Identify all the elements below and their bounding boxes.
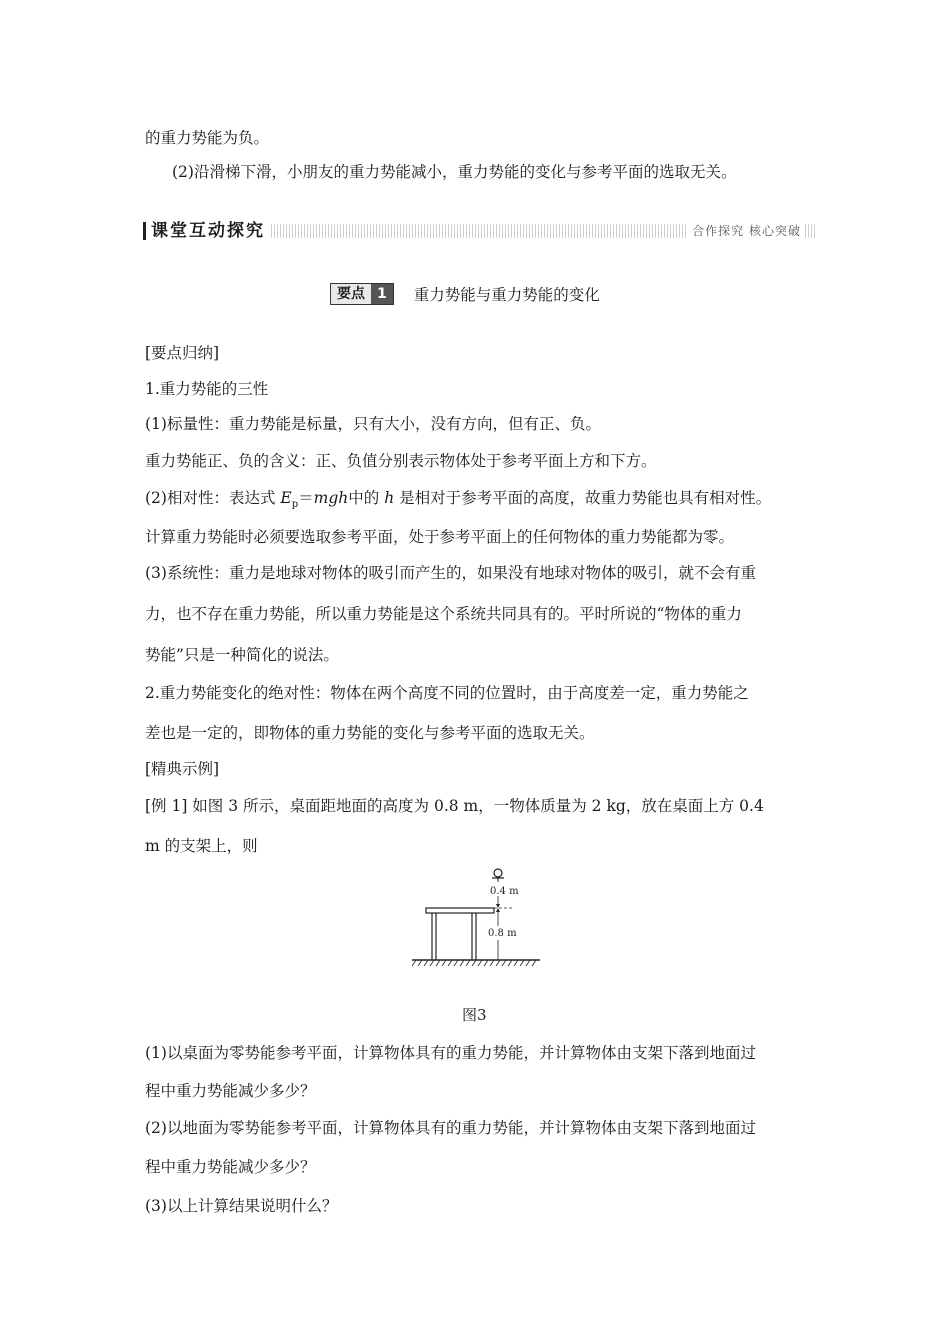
formula-h: h bbox=[384, 489, 395, 507]
dimension-label-bottom: 0.8 m bbox=[488, 928, 517, 939]
table bbox=[426, 908, 494, 960]
keypoint-heading bbox=[330, 283, 600, 305]
table-diagram bbox=[408, 868, 544, 968]
figure-caption: 图3 bbox=[462, 1006, 487, 1024]
section-subtitle: 合作探究 核心突破 bbox=[688, 222, 805, 240]
paragraph: (1)标量性：重力势能是标量，只有大小，没有方向，但有正、负。 bbox=[145, 415, 601, 433]
example-text: m 的支架上，则 bbox=[145, 837, 258, 855]
section-edge bbox=[143, 222, 146, 240]
paragraph-formula bbox=[145, 488, 771, 515]
example-heading: [精典示例] bbox=[145, 760, 220, 778]
question: 程中重力势能减少多少？ bbox=[145, 1082, 316, 1100]
paragraph: 1.重力势能的三性 bbox=[145, 380, 269, 398]
formula-ep: E bbox=[280, 489, 292, 507]
ground-hatch bbox=[412, 960, 540, 966]
example-text: [例 1] 如图 3 所示，桌面距地面的高度为 0.8 m，一物体质量为 2 kg，放在桌面上方 0.4 bbox=[145, 797, 764, 815]
text-run: 中的 bbox=[348, 489, 385, 507]
paragraph: 重力势能正、负的含义：正、负值分别表示物体处于参考平面上方和下方。 bbox=[145, 452, 657, 470]
summary-heading: [要点归纳] bbox=[145, 344, 220, 362]
keypoint-number: 1 bbox=[371, 284, 393, 304]
keypoint-label: 要点 bbox=[331, 284, 371, 304]
question: (3)以上计算结果说明什么？ bbox=[145, 1197, 338, 1215]
text-run: ＝ bbox=[298, 489, 314, 507]
question: (2)以地面为零势能参考平面，计算物体具有的重力势能，并计算物体由支架下落到地面过 bbox=[145, 1119, 756, 1137]
text-run: 是相对于参考平面的高度，故重力势能也具有相对性。 bbox=[394, 489, 772, 507]
keypoint-badge bbox=[330, 283, 394, 305]
formula-sub: p bbox=[291, 499, 299, 511]
section-header bbox=[143, 220, 815, 242]
object-on-stand bbox=[492, 869, 504, 882]
dimension-label-top: 0.4 m bbox=[490, 886, 519, 897]
question: 程中重力势能减少多少？ bbox=[145, 1158, 316, 1176]
paragraph: 2.重力势能变化的绝对性：物体在两个高度不同的位置时，由于高度差一定，重力势能之 bbox=[145, 684, 749, 702]
text-run: (2)相对性：表达式 bbox=[145, 489, 281, 507]
question: (1)以桌面为零势能参考平面，计算物体具有的重力势能，并计算物体由支架下落到地面过 bbox=[145, 1044, 756, 1062]
formula-mgh: mgh bbox=[313, 489, 349, 507]
paragraph: 势能”只是一种简化的说法。 bbox=[145, 646, 339, 664]
section-title: 课堂互动探究 bbox=[151, 221, 265, 241]
text-line: (2)沿滑梯下滑，小朋友的重力势能减小，重力势能的变化与参考平面的选取无关。 bbox=[172, 163, 737, 181]
keypoint-title: 重力势能与重力势能的变化 bbox=[413, 286, 600, 304]
paragraph: 计算重力势能时必须要选取参考平面，处于参考平面上的任何物体的重力势能都为零。 bbox=[145, 528, 735, 546]
paragraph: 力，也不存在重力势能，所以重力势能是这个系统共同具有的。平时所说的“物体的重力 bbox=[145, 605, 742, 623]
paragraph: (3)系统性：重力是地球对物体的吸引而产生的，如果没有地球对物体的吸引，就不会有重 bbox=[145, 564, 756, 582]
text-line: 的重力势能为负。 bbox=[145, 129, 270, 147]
paragraph: 差也是一定的，即物体的重力势能的变化与参考平面的选取无关。 bbox=[145, 724, 595, 742]
